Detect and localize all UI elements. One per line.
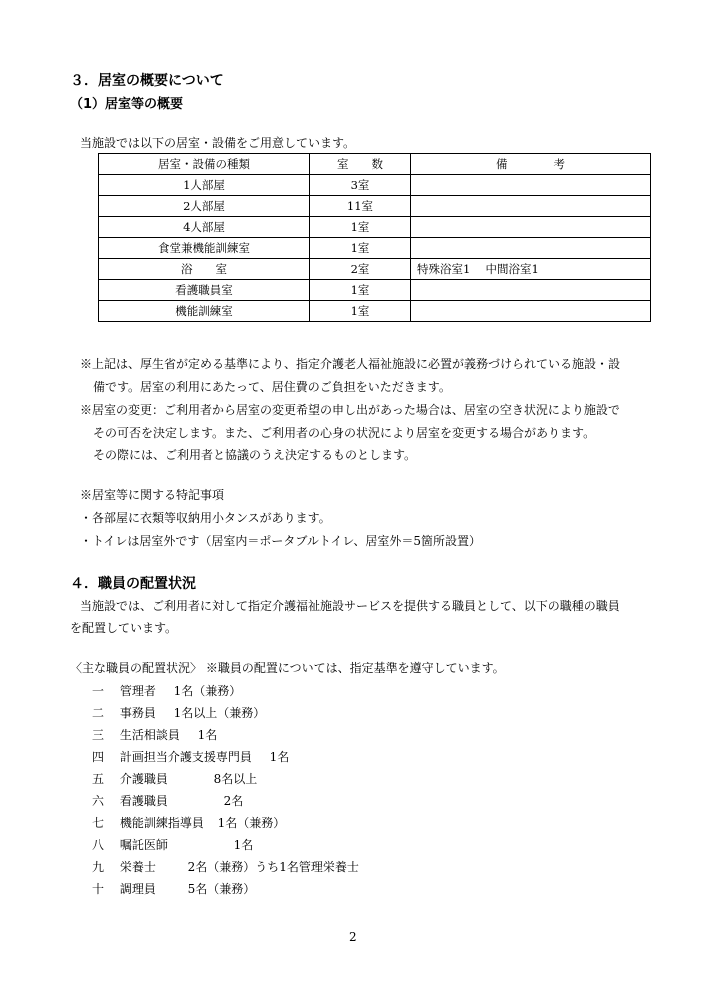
room-type: 4人部屋 bbox=[99, 217, 310, 238]
list-item bbox=[86, 726, 217, 743]
special-notes-title: ※居室等に関する特記事項 bbox=[80, 488, 225, 502]
special-note-item: ・トイレは居室外です（居室内＝ポータブルトイレ、居室外＝5箇所設置） bbox=[80, 534, 481, 548]
room-type: 看護職員室 bbox=[99, 280, 310, 301]
staff-number: 三 bbox=[91, 728, 104, 742]
list-item bbox=[86, 880, 255, 897]
staff-caption: 〈主な職員の配置状況〉 ※職員の配置については、指定基準を遵守しています。 bbox=[70, 661, 505, 675]
table-row bbox=[99, 238, 651, 259]
table-row bbox=[99, 217, 651, 238]
room-type: 機能訓練室 bbox=[99, 301, 310, 322]
note-line: その可否を決定します。また、ご利用者の心身の状況により居室を変更する場合があります。 bbox=[93, 426, 596, 440]
room-count: 1室 bbox=[310, 280, 411, 301]
room-count: 1室 bbox=[310, 238, 411, 259]
staff-count: 8名以上 bbox=[213, 772, 258, 786]
table-header-row bbox=[99, 154, 651, 175]
room-count: 11室 bbox=[310, 196, 411, 217]
staff-count: 1名 bbox=[197, 728, 218, 742]
note-line: ※上記は、厚生省が定める基準により、指定介護老人福祉施設に必置が義務づけられている施設・設 bbox=[80, 357, 621, 371]
section4-heading: ４．職員の配置状況 bbox=[70, 576, 196, 592]
room-note: 特殊浴室1 中間浴室1 bbox=[411, 259, 651, 280]
staff-number: 四 bbox=[91, 750, 104, 764]
note-line: ※居室の変更：ご利用者から居室の変更希望の申し出があった場合は、居室の空き状況により施設で bbox=[80, 403, 620, 417]
section4-intro-cont: を配置しています。 bbox=[70, 621, 178, 635]
staff-role: 生活相談員 bbox=[119, 728, 180, 742]
section3-heading: ３．居室の概要について bbox=[70, 73, 224, 89]
room-type: 1人部屋 bbox=[99, 175, 310, 196]
special-note-item: ・各部屋に衣類等収納用小タンスがあります。 bbox=[80, 511, 331, 525]
note-line: 備です。居室の利用にあたって、居住費のご負担をいただきます。 bbox=[93, 380, 451, 394]
staff-count: 1名 bbox=[269, 750, 290, 764]
room-count: 3室 bbox=[310, 175, 411, 196]
list-item bbox=[86, 814, 285, 831]
staff-number: 六 bbox=[91, 794, 104, 808]
room-type: 2人部屋 bbox=[99, 196, 310, 217]
list-item bbox=[86, 748, 289, 765]
staff-number: 九 bbox=[91, 860, 104, 874]
staff-number: 十 bbox=[91, 882, 104, 896]
staff-count: 2名 bbox=[223, 794, 244, 808]
list-item bbox=[86, 858, 359, 875]
section3-subheading: （1）居室等の概要 bbox=[70, 97, 184, 112]
staff-role: 介護職員 bbox=[119, 772, 168, 786]
room-note bbox=[411, 280, 651, 301]
staff-count: 2名（兼務）うち1名管理栄養士 bbox=[187, 860, 359, 874]
staff-count: 1名以上（兼務） bbox=[173, 706, 266, 720]
header-note: 備 考 bbox=[411, 154, 651, 175]
header-room-type: 居室・設備の種類 bbox=[99, 154, 310, 175]
room-note bbox=[411, 217, 651, 238]
room-type: 食堂兼機能訓練室 bbox=[99, 238, 310, 259]
staff-number: 八 bbox=[91, 838, 104, 852]
staff-role: 機能訓練指導員 bbox=[119, 816, 204, 830]
section3-intro: 当施設では以下の居室・設備をご用意しています。 bbox=[80, 136, 356, 150]
room-count: 1室 bbox=[310, 301, 411, 322]
table-row bbox=[99, 259, 651, 280]
section4-intro: 当施設では、ご利用者に対して指定介護福祉施設サービスを提供する職員として、以下の職種の職員 bbox=[80, 599, 620, 613]
staff-number: 二 bbox=[91, 706, 104, 720]
staff-role: 計画担当介護支援専門員 bbox=[119, 750, 252, 764]
list-item bbox=[86, 836, 253, 853]
staff-count: 1名（兼務） bbox=[217, 816, 286, 830]
room-note bbox=[411, 238, 651, 259]
note-line: その際には、ご利用者と協議のうえ決定するものとします。 bbox=[93, 448, 417, 462]
staff-number: 五 bbox=[91, 772, 104, 786]
room-note bbox=[411, 301, 651, 322]
room-count: 2室 bbox=[310, 259, 411, 280]
staff-role: 嘱託医師 bbox=[119, 838, 168, 852]
staff-role: 栄養士 bbox=[119, 860, 156, 874]
table-row bbox=[99, 175, 651, 196]
staff-number: 七 bbox=[91, 816, 104, 830]
staff-role: 管理者 bbox=[119, 684, 156, 698]
header-room-count: 室 数 bbox=[310, 154, 411, 175]
staff-count: 1名 bbox=[233, 838, 254, 852]
staff-role: 看護職員 bbox=[119, 794, 168, 808]
staff-role: 調理員 bbox=[119, 882, 156, 896]
list-item bbox=[86, 682, 241, 699]
table-row bbox=[99, 196, 651, 217]
room-type: 浴 室 bbox=[99, 259, 310, 280]
room-note bbox=[411, 196, 651, 217]
list-item bbox=[86, 704, 265, 721]
list-item bbox=[86, 792, 243, 809]
room-count: 1室 bbox=[310, 217, 411, 238]
room-note bbox=[411, 175, 651, 196]
staff-count: 5名（兼務） bbox=[187, 882, 256, 896]
page-number: 2 bbox=[349, 930, 357, 944]
staff-count: 1名（兼務） bbox=[173, 684, 242, 698]
rooms-table bbox=[98, 153, 651, 322]
table-row bbox=[99, 301, 651, 322]
staff-number: 一 bbox=[91, 684, 104, 698]
list-item bbox=[86, 770, 257, 787]
staff-role: 事務員 bbox=[119, 706, 156, 720]
table-row bbox=[99, 280, 651, 301]
